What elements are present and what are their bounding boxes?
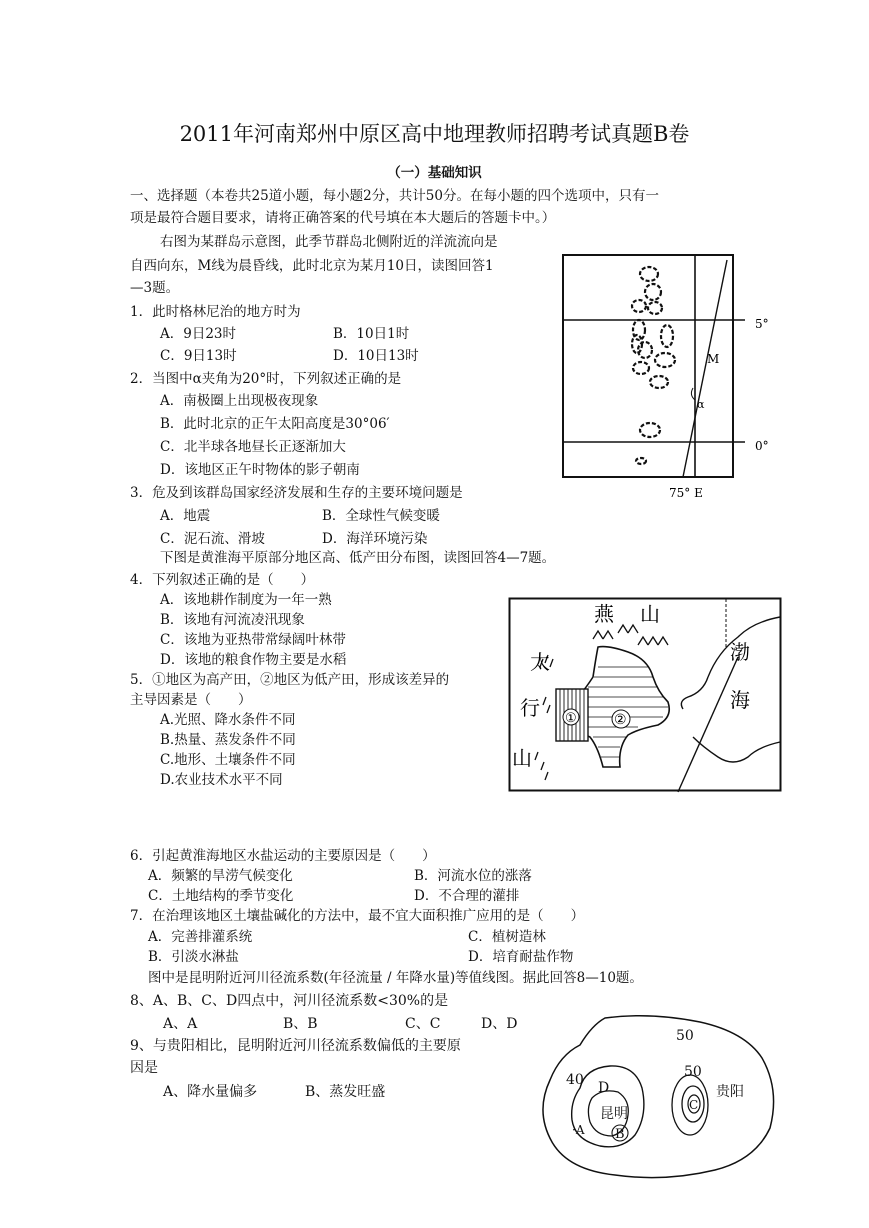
question-8-stem: 8、A、B、C、D四点中，河川径流系数<30%的是 [130,993,449,1009]
question-4-stem: 4．下列叙述正确的是（ ） [130,572,315,588]
question-8-option-b: B、B [283,1016,318,1032]
question-7-option-c: C．植树造林 [468,929,546,945]
question-1-stem: 1．此时格林尼治的地方时为 [130,304,301,320]
question-2-option-b: B．此时北京的正午太阳高度是30°06′ [160,416,390,432]
tai-label: 太 [530,650,550,674]
point-a-label: ·A [572,1123,585,1137]
question-6-option-b: B．河流水位的涨落 [414,868,532,884]
lon-label: 75° E [669,486,703,500]
isoline-label-50-top: 50 [676,1028,694,1044]
lat-5-label: 5° [755,317,769,331]
kunming-label: 昆明 [600,1106,628,1122]
question-1-option-b: B．10日1时 [333,326,410,342]
region-1-label: ① [565,711,577,726]
question-5-option-c: C.地形、土壤条件不同 [160,752,296,768]
question-6-option-a: A．频繁的旱涝气候变化 [148,868,293,884]
question-3-option-a: A．地震 [160,508,211,524]
question-7-option-b: B．引淡水淋盐 [148,949,239,965]
question-9-stem-line-1: 9、与贵阳相比，昆明附近河川径流系数偏低的主要原 [130,1038,461,1054]
lat-0-label: 0° [755,439,769,453]
question-5-stem-line-2: 主导因素是（ ） [130,692,252,708]
question-7-option-a: A．完善排灌系统 [148,929,253,945]
question-7-option-d: D．培育耐盐作物 [468,949,574,965]
question-7-stem: 7．在治理该地区土壤盐碱化的方法中，最不宜大面积推广应用的是（ ） [130,908,585,924]
question-8-option-a: A、A [163,1016,198,1032]
question-3-stem: 3．危及到该群岛国家经济发展和生存的主要环境问题是 [130,485,463,501]
question-5-stem-line-1: 5．①地区为高产田，②地区为低产田，形成该差异的 [130,672,450,688]
alpha-label: α [697,398,705,411]
question-8-option-c: C、C [405,1016,441,1032]
question-1-option-c: C．9日13时 [160,348,237,364]
bo-label: 渤 [730,640,750,664]
question-1-option-d: D．10日13时 [333,348,419,364]
question-5-option-a: A.光照、降水条件不同 [160,712,296,728]
question-3-option-b: B．全球性气候变暖 [322,508,440,524]
yan-label: 燕 [594,602,614,626]
page-title: 2011年河南郑州中原区高中地理教师招聘考试真题B卷 [179,122,690,146]
question-4-option-a: A．该地耕作制度为一年一熟 [160,592,332,608]
shan-label-1: 山 [640,602,660,626]
question-1-option-a: A．9日23时 [160,326,237,342]
question-4-option-c: C．该地为亚热带常绿阔叶林带 [160,632,346,648]
question-9-option-b: B、蒸发旺盛 [305,1084,386,1100]
question-5-option-d: D.农业技术水平不同 [160,772,283,788]
question-6-option-c: C．土地结构的季节变化 [148,888,294,904]
point-c-label: C [689,1098,699,1112]
section-heading: （一）基础知识 [387,165,482,181]
huanghuaihai-map [508,597,783,793]
question-3-option-c: C．泥石流、滑坡 [160,531,265,547]
isoline-label-40: 40 [566,1072,584,1088]
guiyang-label: 贵阳 [716,1084,744,1100]
isoline-label-50-right: 50 [684,1064,702,1080]
passage-1-line-2: 自西向东，M线为晨昏线，此时北京为某月10日，读图回答1 [130,258,494,274]
point-d-label: D [598,1080,610,1096]
question-2-option-d: D．该地区正午时物体的影子朝南 [160,462,360,478]
shan-label-2: 山 [512,746,532,770]
question-9-stem-line-2: 因是 [130,1060,158,1076]
passage-3: 图中是昆明附近河川径流系数(年径流量 / 年降水量)等值线图。据此回答8—10题。 [148,970,643,986]
question-2-option-a: A．南极圈上出现极夜现象 [160,393,319,409]
question-2-stem: 2．当图中α夹角为20°时，下列叙述正确的是 [130,371,402,387]
instructions-line-1: 一、选择题（本卷共25道小题，每小题2分，共计50分。在每小题的四个选项中，只有一 [130,188,659,204]
hang-label: 行 [520,696,540,720]
question-9-option-a: A、降水量偏多 [163,1084,258,1100]
runoff-isoline-map [530,1010,810,1188]
archipelago-map [555,250,795,505]
passage-2: 下图是黄淮海平原部分地区高、低产田分布图，读图回答4—7题。 [160,550,556,566]
question-6-stem: 6．引起黄淮海地区水盐运动的主要原因是（ ） [130,848,436,864]
question-4-option-d: D．该地的粮食作物主要是水稻 [160,652,347,668]
passage-1-line-1: 右图为某群岛示意图，此季节群岛北侧附近的洋流流向是 [160,234,498,250]
region-2-label: ② [614,712,627,728]
question-6-option-d: D．不合理的灌排 [414,888,520,904]
question-3-option-d: D．海洋环境污染 [322,531,428,547]
instructions-line-2: 项是最符合题目要求，请将正确答案的代号填在本大题后的答题卡中。） [130,210,556,226]
question-4-option-b: B．该地有河流凌汛现象 [160,612,305,628]
question-8-option-d: D、D [481,1016,518,1032]
island-shapes [632,267,675,464]
point-b-label: B [615,1127,625,1142]
terminator-label: M [707,352,720,366]
passage-1-line-3: —3题。 [130,280,180,296]
hai-label: 海 [730,688,750,712]
question-2-option-c: C．北半球各地昼长正逐渐加大 [160,439,346,455]
question-5-option-b: B.热量、蒸发条件不同 [160,732,296,748]
